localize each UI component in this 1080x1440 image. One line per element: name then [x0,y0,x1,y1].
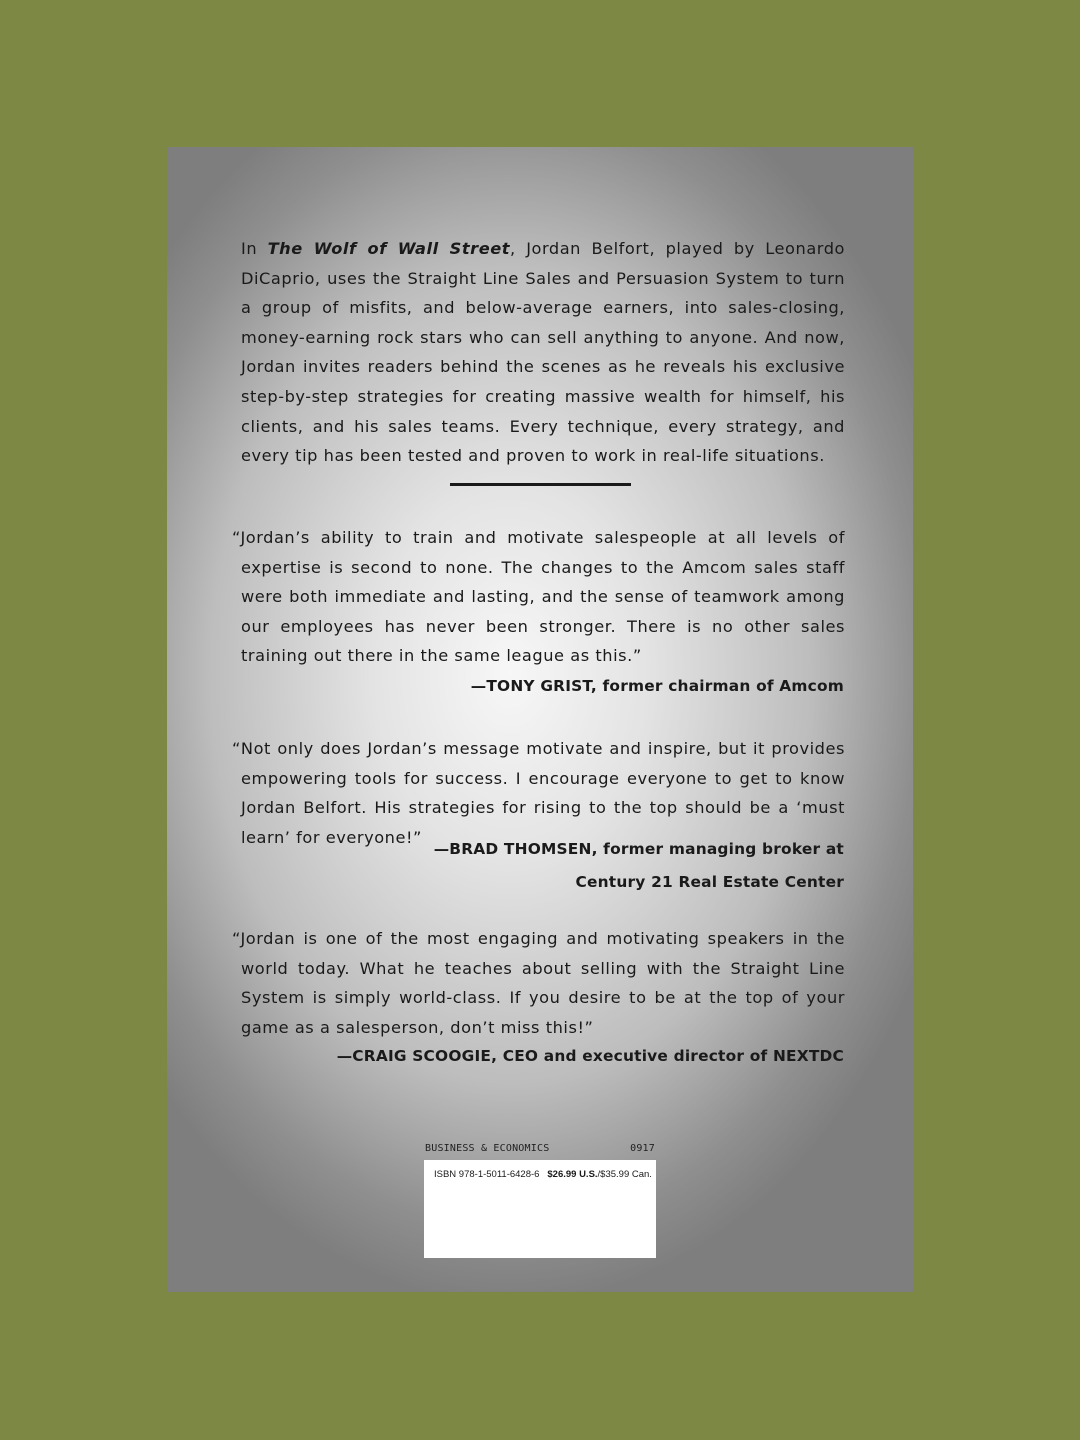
testimonial-quote-2: “Not only does Jordan’s message motivate and inspire, but it provides empowering tools for success. I encourage everyone to get to know Jordan Belfort. His strategies for rising to the top should be a ‘must learn’ for everyone!” [232,739,845,847]
category-code: 0917 [630,1143,655,1154]
testimonial-attribution-2 [284,833,844,899]
testimonial-attribution-3 [284,1040,844,1073]
attribution-name-2: —BRAD THOMSEN [433,840,592,858]
attribution-name-1: —TONY GRIST [470,677,591,695]
testimonial-attribution-1 [284,670,844,703]
price-us: $26.99 U.S. [547,1169,598,1180]
testimonial-quote-3: “Jordan is one of the most engaging and motivating speakers in the world today. What he teaches about selling with the Straight Line System is simply world-class. If you desire to be at the top of your game as a salesperson, don’t miss this!” [232,929,845,1037]
attribution-role-3: , CEO and executive director of NEXTDC [491,1047,844,1065]
attribution-role-2: , former managing broker at [591,840,844,858]
category-line [425,1143,657,1154]
isbn: ISBN 978-1-5011-6428-6 [434,1169,540,1180]
attribution-role-1: , former chairman of Amcom [590,677,844,695]
attribution-name-3: —CRAIG SCOOGIE [336,1047,492,1065]
testimonial-quote-1: “Jordan’s ability to train and motivate salespeople at all levels of expertise is second to none. The changes to the Amcom sales staff were both immediate and lasting, and the sense of teamwork among our employees has never been stronger. There is no other sales training out there in the same league as this.” [232,528,845,666]
category-label: BUSINESS & ECONOMICS [425,1143,550,1154]
divider-rule [450,483,631,486]
book-back-cover [167,147,913,1292]
barcode-box [424,1160,656,1258]
blurb-body: , Jordan Belfort, played by Leonardo DiCaprio, uses the Straight Line Sales and Persuasion System to turn a group of misfits, and below-average earners, into sales-closing, money-earning rock stars who can sell anything to anyone. And now, Jordan invites readers behind the scenes as he reveals his exclusive step-by-step strategies for creating massive wealth for himself, his clients, and his sales teams. Every technique, every strategy, and every tip has been tested and proven to work in real-life situations. [241,239,845,466]
attribution-role-2-line2: Century 21 Real Estate Center [575,873,844,891]
isbn-price-line [434,1169,652,1180]
blurb-book-title: The Wolf of Wall Street [267,239,511,258]
price-can: /$35.99 Can. [597,1169,652,1180]
book-blurb [241,234,845,471]
blurb-prefix: In [241,239,268,258]
